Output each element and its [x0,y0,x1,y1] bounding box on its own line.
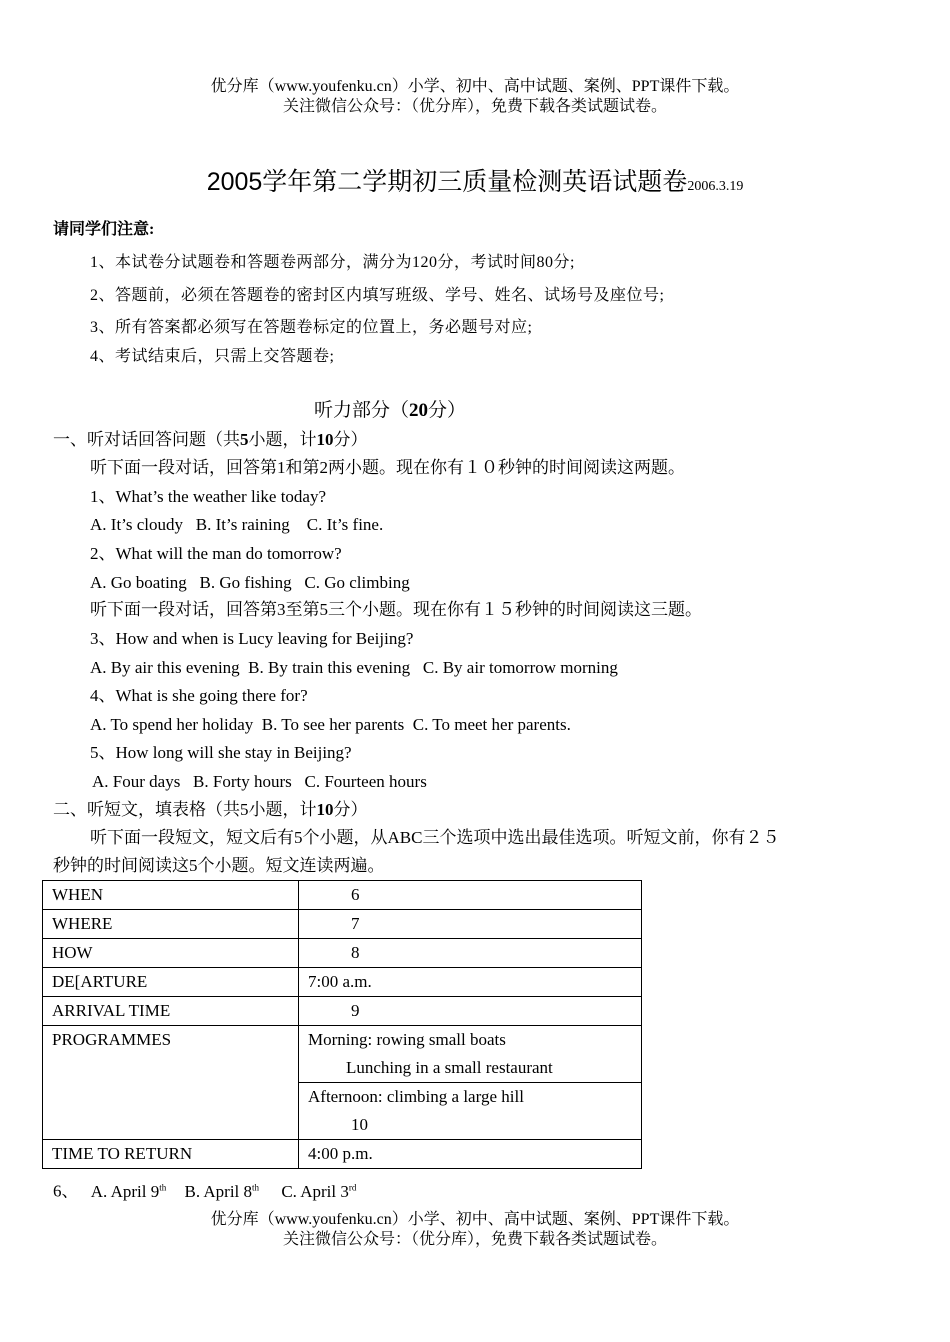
question-2: 2、What will the man do tomorrow? [90,544,342,563]
departure-value: 7:00 a.m. [299,968,642,997]
table-row [43,1026,642,1083]
title-date: 2006.3.19 [687,179,744,194]
arrival-label: ARRIVAL TIME [43,997,299,1026]
part2-intro-line-1: 听下面一段短文，短文后有5个小题，从ABC三个选项中选出最佳选项。听短文前，你有２５ [90,828,780,847]
question-4: 4、What is she going there for? [90,686,308,705]
header-line-2: 关注微信公众号：（优分库），免费下载各类试题试卷。 [282,98,667,115]
table-row [43,910,642,939]
return-label: TIME TO RETURN [43,1140,299,1169]
arrival-value: 9 [299,997,642,1026]
header-line-1: 优分库（www.youfenku.cn）小学、初中、高中试题、案例、PPT课件下载。 [210,78,740,95]
when-label: WHEN [43,881,299,910]
programmes-afternoon: Afternoon: climbing a large hill 10 [299,1083,642,1140]
question-5: 5、How long will she stay in Beijing? [90,743,352,762]
page-title [0,166,950,203]
departure-label: DE[ARTURE [43,968,299,997]
notice-item-1: 1、本试卷分试题卷和答题卷两部分，满分为120分，考试时间80分; [90,254,575,271]
notice-item-2: 2、答题前，必须在答题卷的密封区内填写班级、学号、姓名、试场号及座位号; [90,287,665,304]
question-6: 6、 A. April 9th B. April 8th C. April 3rd [53,1181,357,1201]
q6-option-b: B. April 8th [184,1181,260,1201]
table-row [43,939,642,968]
part2-heading: 二、听短文，填表格（共5小题，计10分） [53,800,368,819]
how-value: 8 [299,939,642,968]
notice-heading: 请同学们注意: [53,221,155,238]
notice-item-4: 4、考试结束后，只需上交答题卷; [90,348,335,365]
part1-intro-1: 听下面一段对话，回答第1和第2两小题。现在你有１０秒钟的时间阅读这两题。 [90,458,685,477]
question-1: 1、What’s the weather like today? [90,487,327,506]
table-row [43,997,642,1026]
programmes-label: PROGRAMMES [43,1026,299,1140]
q6-option-c: C. April 3rd [281,1181,357,1201]
question-3: 3、How and when is Lucy leaving for Beijing? [90,629,414,648]
footer-line-2: 关注微信公众号：（优分库），免费下载各类试题试卷。 [282,1231,667,1248]
question-5-options: A. Four days B. Forty hours C. Fourteen hours [92,772,427,791]
title-main: 2005学年第二学期初三质量检测英语试题卷 [206,168,688,196]
question-3-options: A. By air this evening B. By train this evening C. By air tomorrow morning [90,658,618,677]
trip-info-table [42,880,642,1169]
how-label: HOW [43,939,299,968]
table-row [43,968,642,997]
footer-line-1: 优分库（www.youfenku.cn）小学、初中、高中试题、案例、PPT课件下载。 [210,1211,740,1228]
question-1-options: A. It’s cloudy B. It’s raining C. It’s fine. [90,515,384,534]
part2-intro-line-2: 秒钟的时间阅读这5个小题。短文连读两遍。 [53,856,385,875]
programmes-morning: Morning: rowing small boats Lunching in a small restaurant [299,1026,642,1083]
table-row [43,1140,642,1169]
part1-intro-2: 听下面一段对话，回答第3至第5三个小题。现在你有１５秒钟的时间阅读这三题。 [90,600,702,619]
question-4-options: A. To spend her holiday B. To see her parents C. To meet her parents. [90,715,571,734]
listening-heading: 听力部分（20分） [314,400,467,421]
return-value: 4:00 p.m. [299,1140,642,1169]
q6-option-a: A. April 9th [90,1181,167,1201]
part1-heading: 一、听对话回答问题（共5小题，计10分） [53,430,368,449]
question-2-options: A. Go boating B. Go fishing C. Go climbing [90,573,410,592]
where-value: 7 [299,910,642,939]
where-label: WHERE [43,910,299,939]
notice-item-3: 3、所有答案都必须写在答题卷标定的位置上，务必题号对应; [90,319,533,336]
table-row [43,881,642,910]
when-value: 6 [299,881,642,910]
